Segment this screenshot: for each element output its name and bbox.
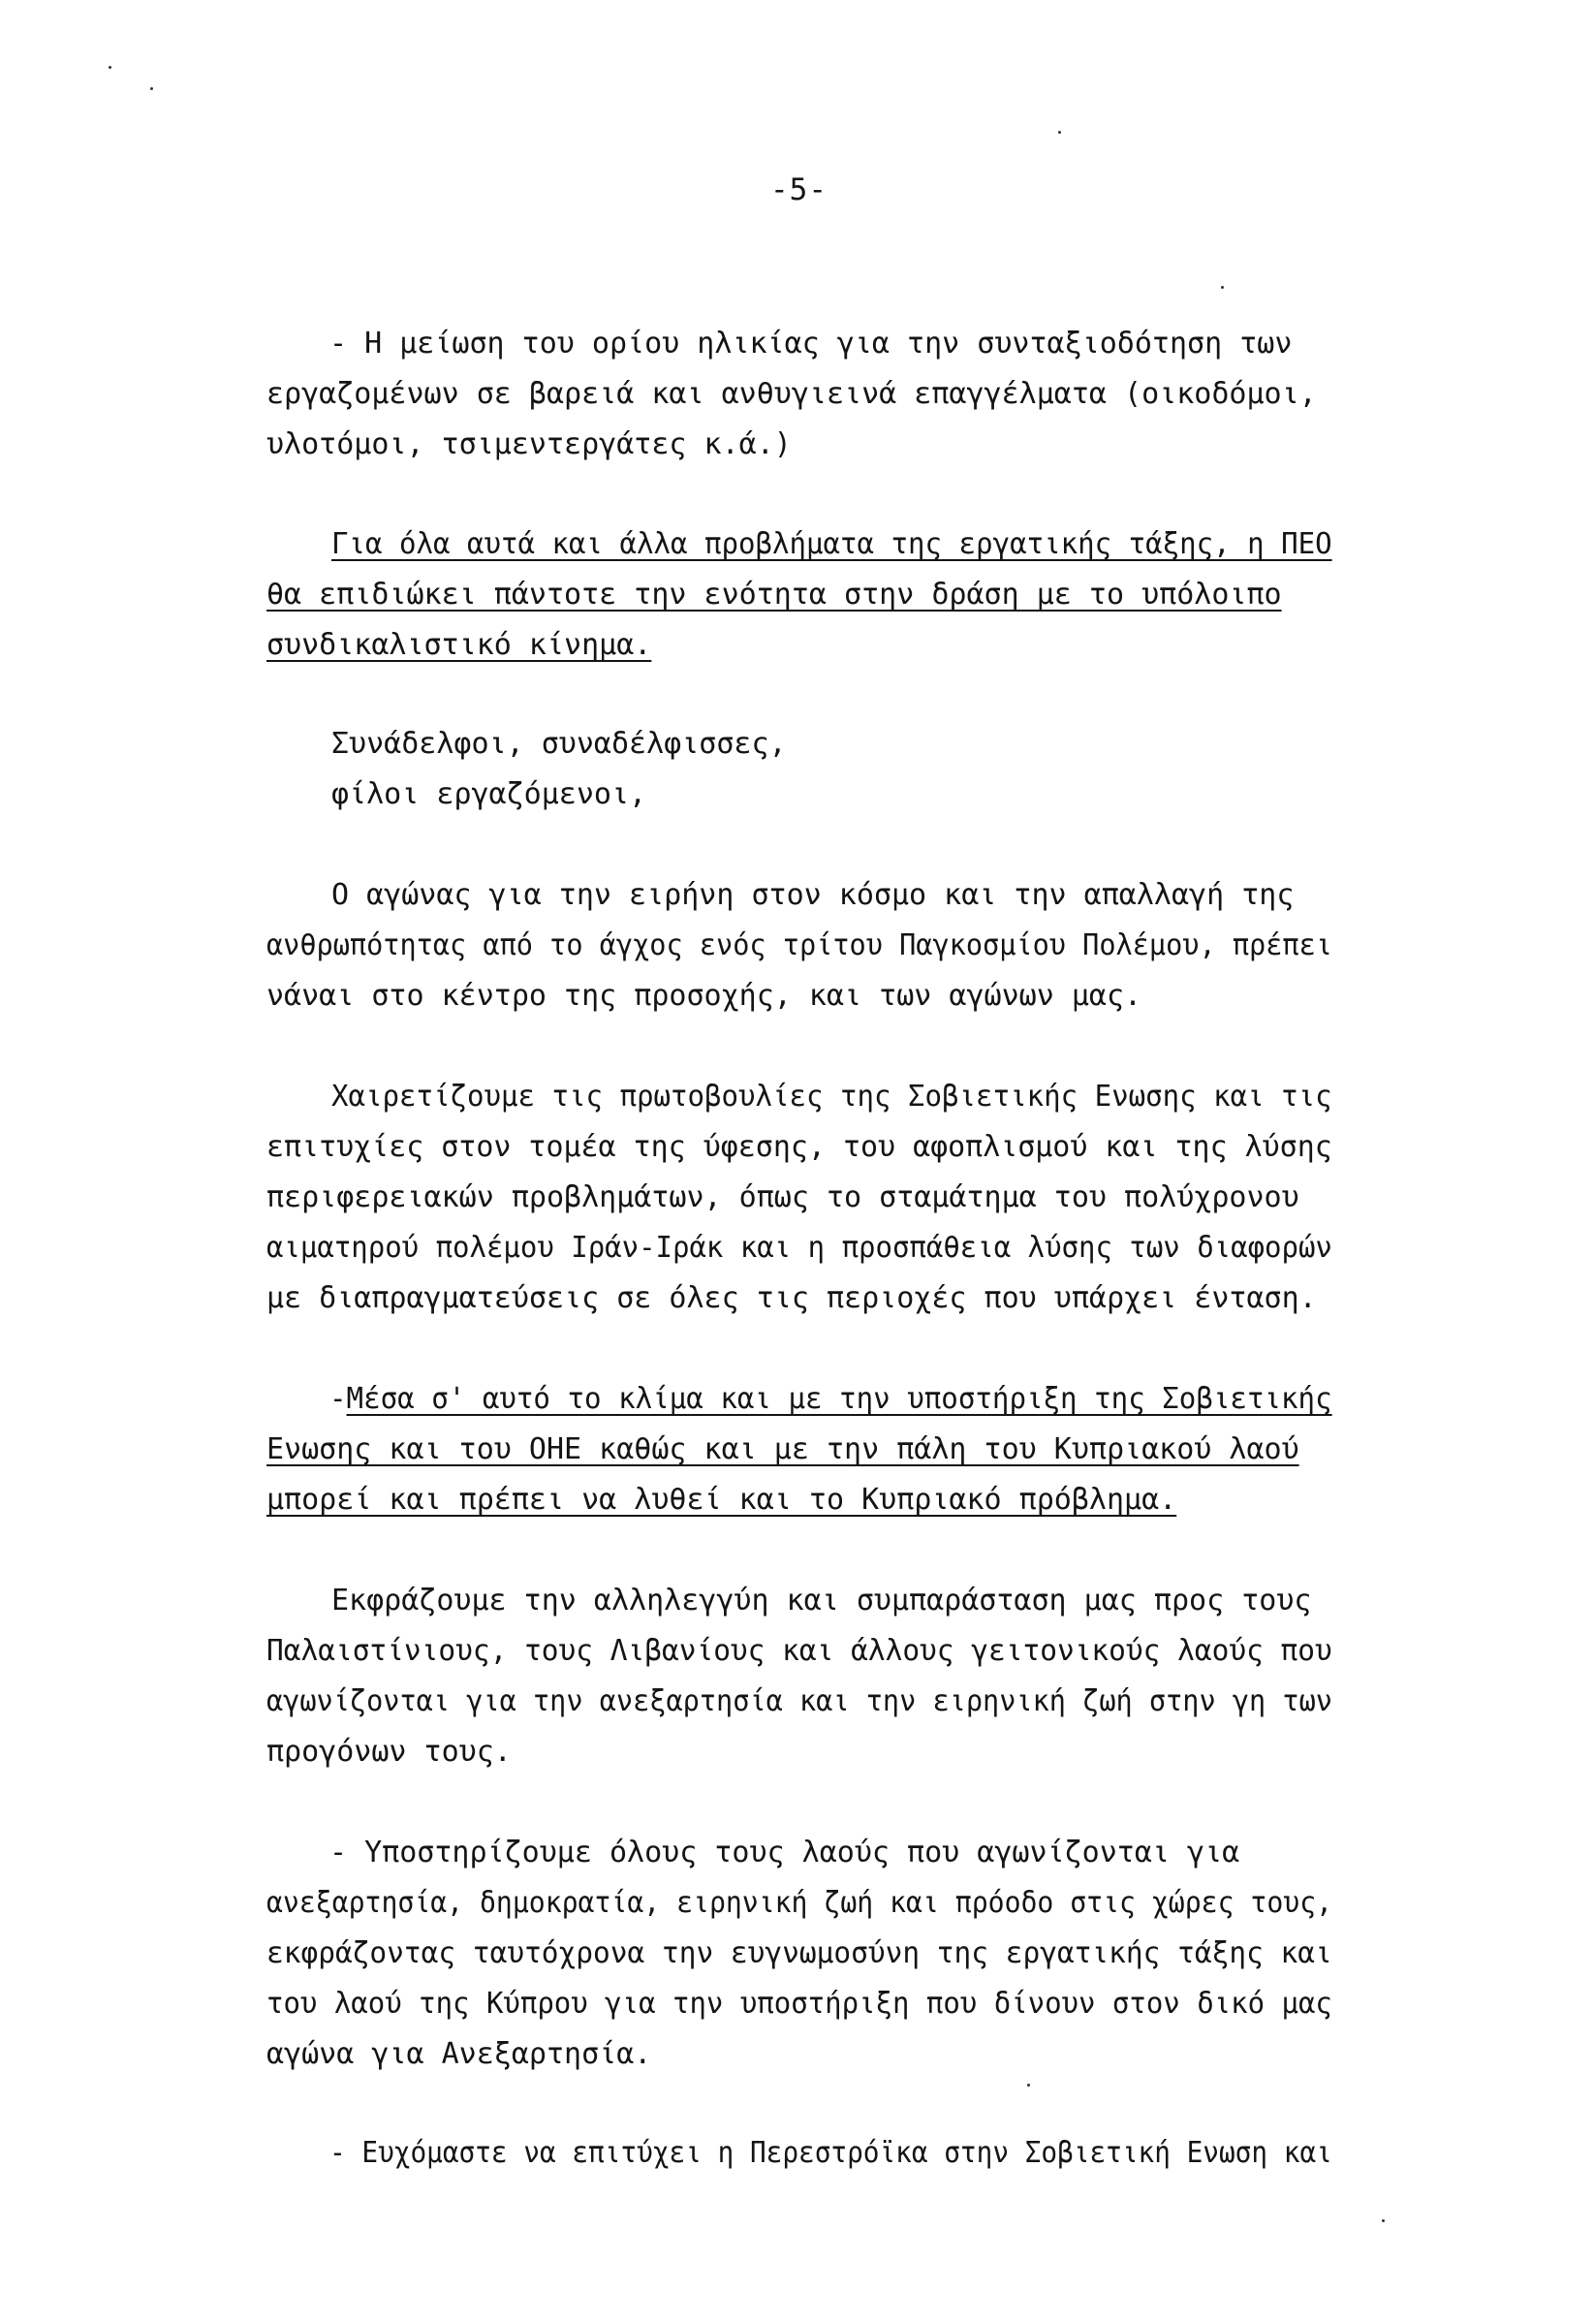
paragraph-6-dash: -	[329, 1382, 347, 1416]
page-number: -5-	[770, 173, 828, 207]
paragraph-1-line-2: εργαζομένων σε βαρειά και ανθυγιεινά επαγγέλματα (οικοδόμοι,	[266, 377, 1317, 411]
scan-speck	[1027, 2084, 1030, 2087]
paragraph-4-line-1: Ο αγώνας για την ειρήνη στον κόσμο και την απαλλαγή της	[331, 878, 1295, 912]
paragraph-7-line-2: Παλαιστίνιους, τους Λιβανίους και άλλους γειτονικούς λαούς που	[266, 1634, 1332, 1668]
paragraph-8-line-1: - Υποστηρίζουμε όλους τους λαούς που αγωνίζονται για	[329, 1836, 1240, 1869]
paragraph-5-line-2: επιτυχίες στον τομέα της ύφεσης, του αφοπλισμού και της λύσης	[266, 1130, 1332, 1164]
scan-speck	[150, 87, 153, 90]
paragraph-6-line-1	[329, 1382, 1332, 1416]
paragraph-8-line-4: του λαού της Κύπρου για την υποστήριξη που δίνουν στον δικό μας	[266, 1987, 1332, 2021]
paragraph-5-line-1: Χαιρετίζουμε τις πρωτοβουλίες της Σοβιετικής Ενωσης και τις	[331, 1080, 1332, 1114]
scan-speck	[1058, 131, 1061, 134]
paragraph-2-line-3: συνδικαλιστικό κίνημα.	[266, 628, 652, 662]
salutation-line-1: Συνάδελφοι, συναδέλφισσες,	[331, 727, 787, 761]
paragraph-7-line-1: Εκφράζουμε την αλληλεγγύη και συμπαράσταση μας προς τους	[331, 1584, 1312, 1617]
paragraph-8-line-2: ανεξαρτησία, δημοκρατία, ειρηνική ζωή και πρόοδο στις χώρες τους,	[266, 1886, 1333, 1920]
paragraph-6-line-3: μπορεί και πρέπει να λυθεί και το Κυπριακό πρόβλημα.	[266, 1483, 1177, 1517]
paragraph-4-line-3: νάναι στο κέντρο της προσοχής, και των αγώνων μας.	[266, 979, 1142, 1013]
scan-speck	[1221, 286, 1224, 289]
paragraph-8-line-5: αγώνα για Ανεξαρτησία.	[266, 2037, 652, 2071]
paragraph-9-line-1: - Ευχόμαστε να επιτύχει η Περεστρόϊκα στην Σοβιετική Ενωση και	[329, 2136, 1332, 2170]
paragraph-1-line-3: υλοτόμοι, τσιμεντεργάτες κ.ά.)	[266, 427, 792, 461]
paragraph-5-line-3: περιφερειακών προβλημάτων, όπως το σταμάτημα του πολύχρονου	[266, 1180, 1299, 1214]
paragraph-7-line-4: προγόνων τους.	[266, 1735, 512, 1769]
paragraph-7-line-3: αγωνίζονται για την ανεξαρτησία και την ειρηνική ζωή στην γη των	[266, 1684, 1332, 1718]
paragraph-6-line-1-text: Μέσα σ' αυτό το κλίμα και με την υποστήριξη της Σοβιετικής	[346, 1382, 1332, 1416]
paragraph-1-line-1: - Η μείωση του ορίου ηλικίας για την συνταξιοδότηση των	[329, 327, 1293, 361]
scan-speck	[109, 66, 111, 69]
scan-speck	[1382, 2219, 1385, 2222]
paragraph-8-line-3: εκφράζοντας ταυτόχρονα την ευγνωμοσύνη της εργατικής τάξης και	[266, 1936, 1332, 1970]
paragraph-4-line-2: ανθρωπότητας από το άγχος ενός τρίτου Παγκοσμίου Πολέμου, πρέπει	[266, 928, 1332, 962]
paragraph-5-line-4: αιματηρού πολέμου Ιράν-Ιράκ και η προσπάθεια λύσης των διαφορών	[266, 1231, 1332, 1265]
paragraph-6-line-2: Ενωσης και του ΟΗΕ καθώς και με την πάλη του Κυπριακού λαού	[266, 1432, 1299, 1466]
paragraph-2-line-1: Για όλα αυτά και άλλα προβλήματα της εργατικής τάξης, η ΠΕΟ	[331, 527, 1332, 561]
paragraph-5-line-5: με διαπραγματεύσεις σε όλες τις περιοχές που υπάρχει ένταση.	[266, 1281, 1317, 1315]
salutation-line-2: φίλοι εργαζόμενοι,	[331, 777, 647, 811]
paragraph-2-line-2: θα επιδιώκει πάντοτε την ενότητα στην δράση με το υπόλοιπο	[266, 578, 1282, 612]
